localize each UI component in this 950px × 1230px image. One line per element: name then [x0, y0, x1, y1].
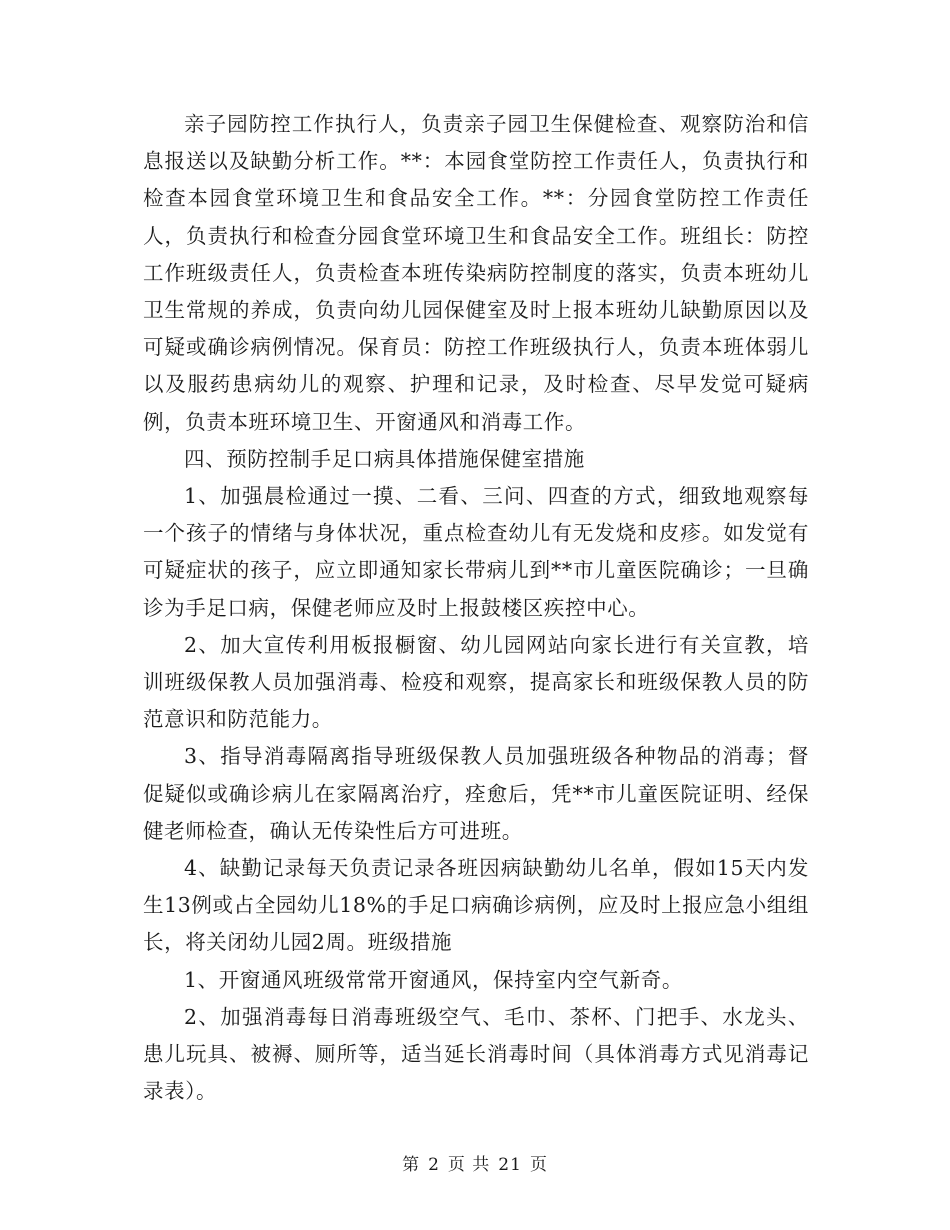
section-heading-measures: 四、预防控制手足口病具体措施保健室措施: [184, 446, 585, 471]
paragraph-disinfection-guidance: 3、指导消毒隔离指导班级保教人员加强班级各种物品的消毒；督促疑似或确诊病儿在家隔离治疗，痊愈后，凭**市儿童医院证明、经保健老师检查，确认无传染性后方可进班。: [143, 744, 809, 843]
page-footer: [0, 1150, 950, 1175]
paragraph-responsibilities: 亲子园防控工作执行人，负责亲子园卫生保健检查、观察防治和信息报送以及缺勤分析工作。**：本园食堂防控工作责任人，负责执行和检查本园食堂环境卫生和食品安全工作。**：分园食堂防控工作责任人，负责执行和检查分园食堂环境卫生和食品安全工作。班组长：防控工作班级责任人，负责检查本班传染病防控制度的落实，负责本班幼儿卫生常规的养成，负责向幼儿园保健室及时上报本班幼儿缺勤原因以及可疑或确诊病例情况。保育员：防控工作班级执行人，负责本班体弱儿以及服药患病幼儿的观察、护理和记录，及时检查、尽早发觉可疑病例，负责本班环境卫生、开窗通风和消毒工作。: [143, 112, 809, 434]
footer-page-number: 2: [428, 1155, 440, 1175]
document-body: [143, 106, 809, 1110]
paragraph-morning-check: 1、加强晨检通过一摸、二看、三问、四查的方式，细致地观察每一个孩子的情绪与身体状况，重点检查幼儿有无发烧和皮疹。如发觉有可疑症状的孩子，应立即通知家长带病儿到**市儿童医院确诊；一旦确诊为手足口病，保健老师应及时上报鼓楼区疾控中心。: [143, 484, 809, 620]
paragraph-absence-record: 4、缺勤记录每天负责记录各班因病缺勤幼儿名单，假如15天内发生13例或占全园幼儿18%的手足口病确诊病例，应及时上报应急小组组长，将关闭幼儿园2周。班级措施: [143, 856, 809, 955]
paragraph-publicity: 2、加大宣传利用板报橱窗、幼儿园网站向家长进行有关宣教，培训班级保教人员加强消毒、检疫和观察，提高家长和班级保教人员的防范意识和防范能力。: [143, 632, 809, 732]
footer-prefix: 第: [402, 1155, 421, 1175]
footer-middle: 页 共: [447, 1155, 491, 1175]
footer-total-pages: 21: [498, 1155, 522, 1175]
paragraph-daily-disinfection: 2、加强消毒每日消毒班级空气、毛巾、茶杯、门把手、水龙头、患儿玩具、被褥、厕所等，适当延长消毒时间（具体消毒方式见消毒记录表）。: [143, 1004, 809, 1104]
paragraph-ventilation: 1、开窗通风班级常常开窗通风，保持室内空气新奇。: [184, 967, 683, 992]
footer-suffix: 页: [529, 1155, 548, 1175]
